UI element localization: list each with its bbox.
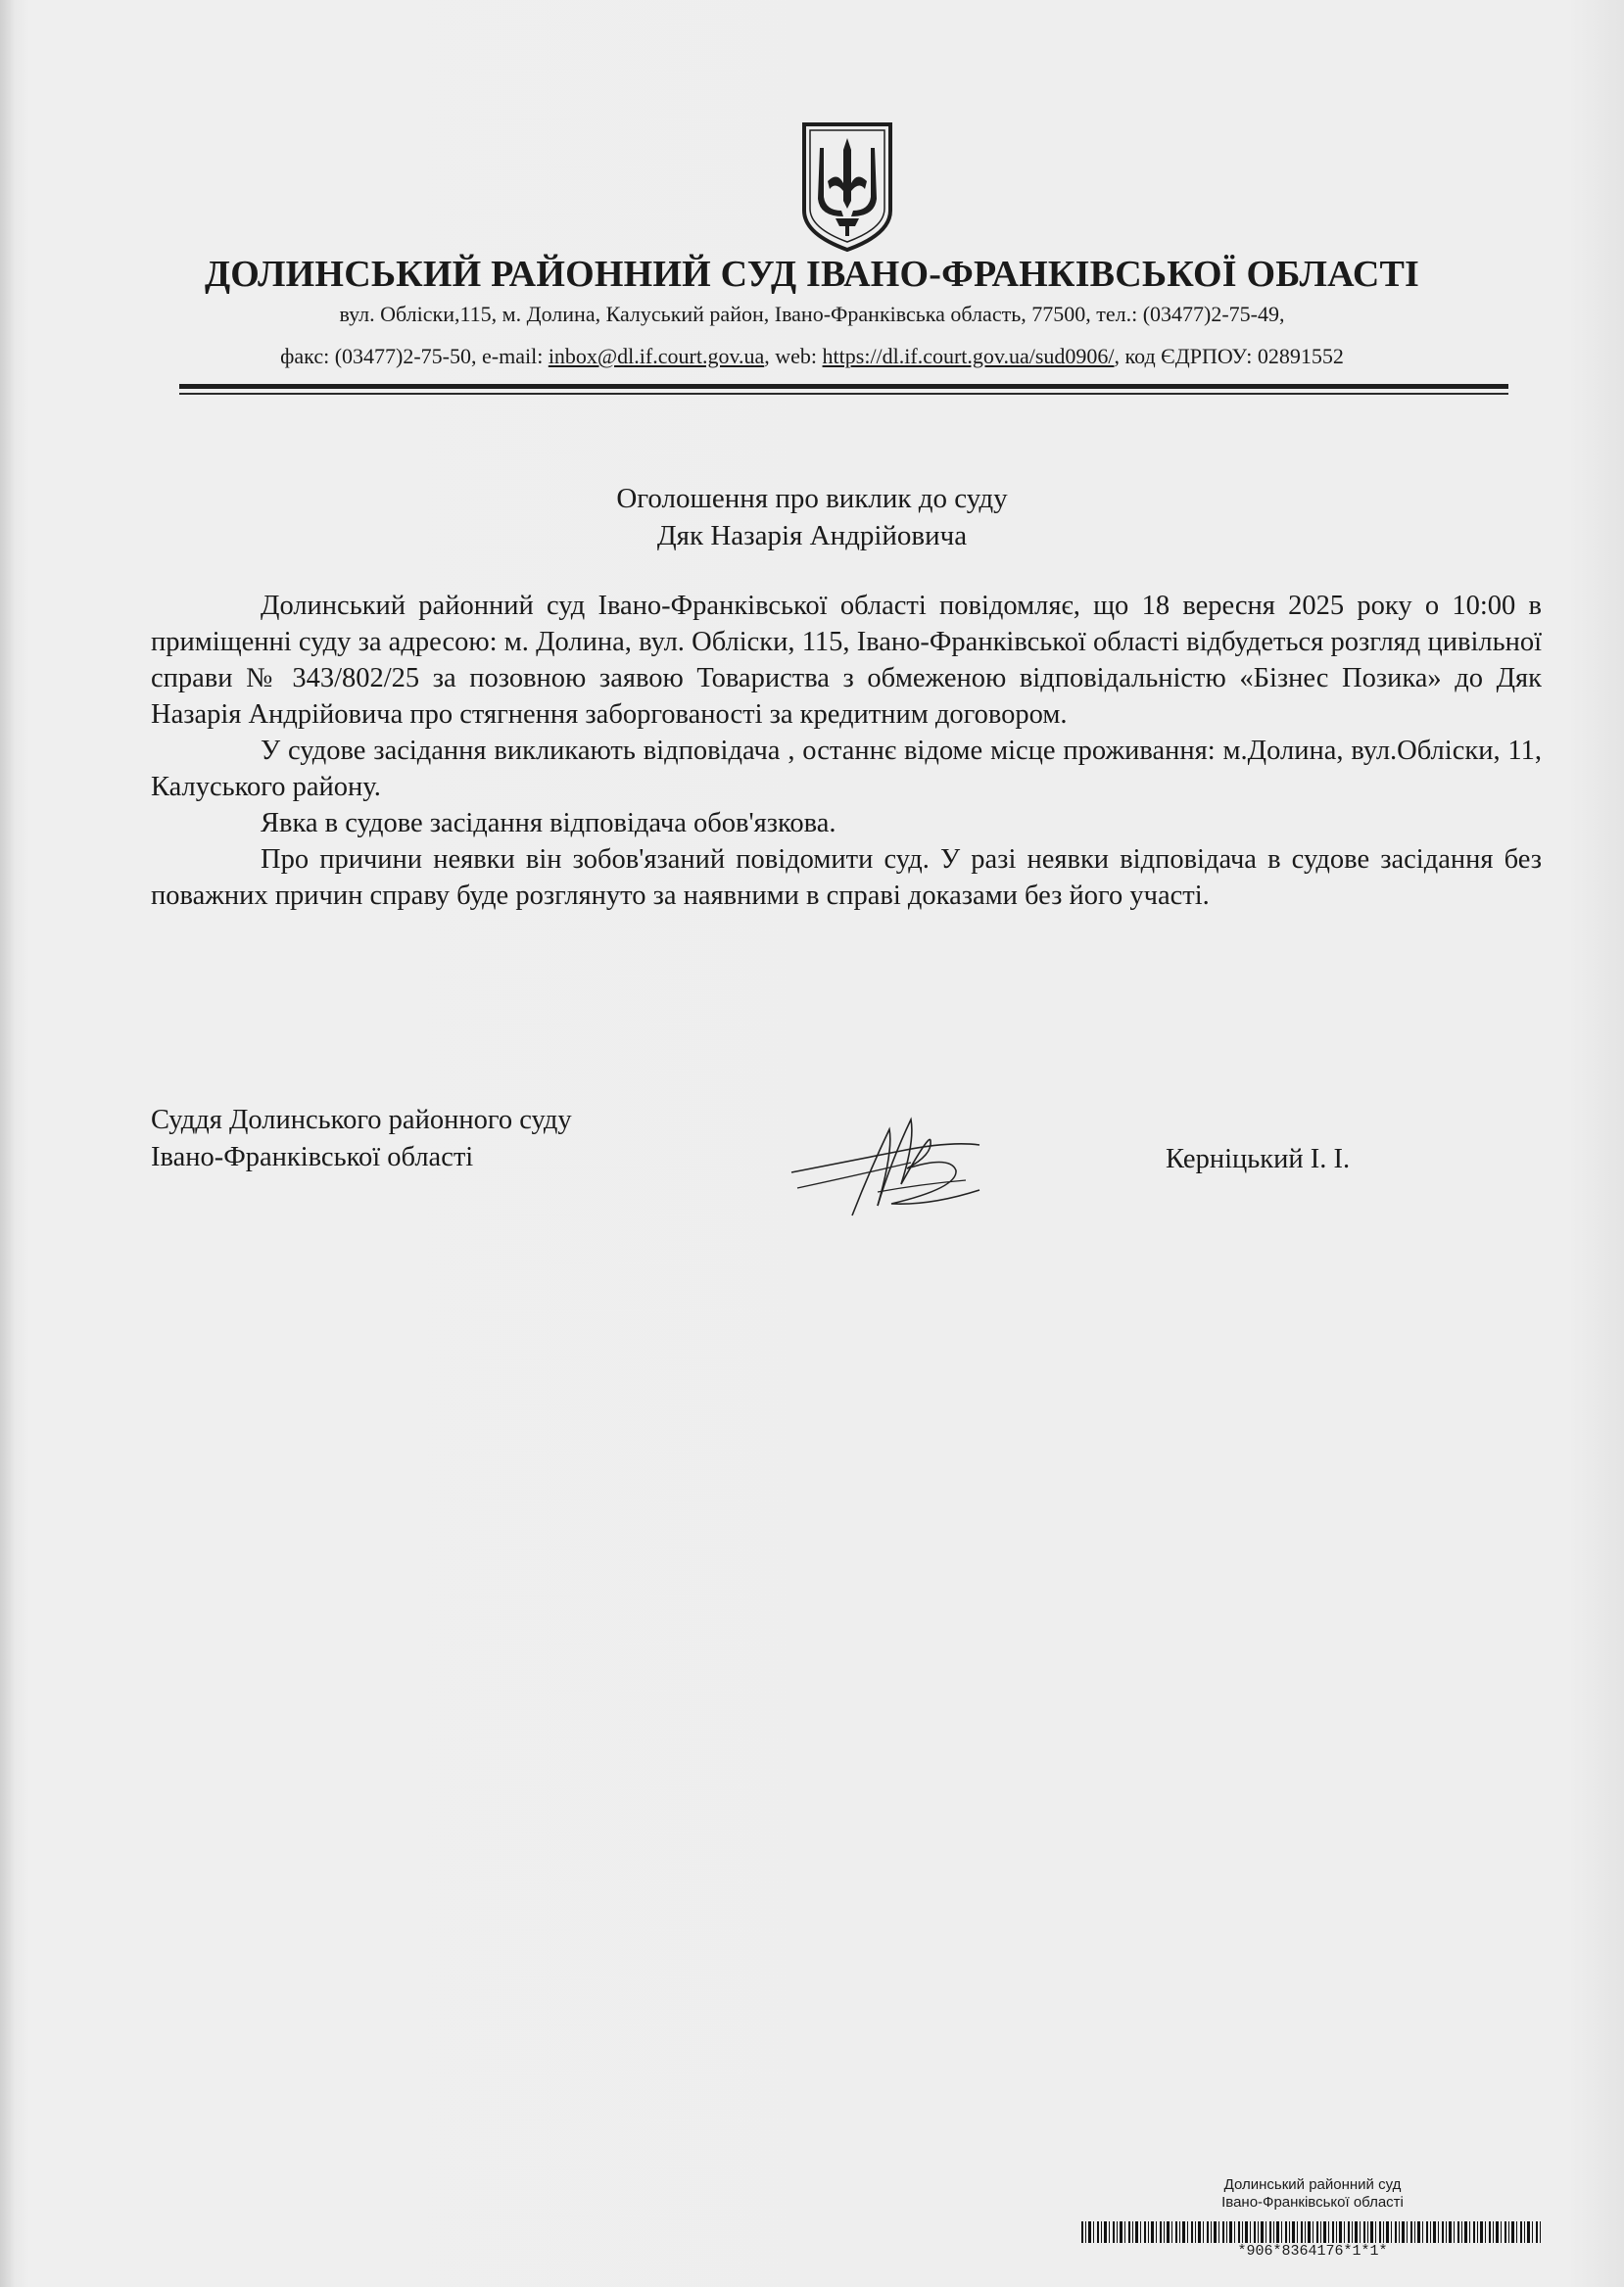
paragraph-summons: У судове засідання викликають відповідача , останнє відоме місце проживання: м.Долина, вул.Обліски, 11, Калуського району. (151, 736, 1542, 802)
court-name: ДОЛИНСЬКИЙ РАЙОННИЙ СУД ІВАНО-ФРАНКІВСЬКОЇ ОБЛАСТІ (204, 254, 1420, 295)
registry-stamp (1077, 2176, 1548, 2212)
header-divider-thin (179, 393, 1508, 395)
paragraph-absence: Про причини неявки він зобов'язаний повідомити суд. У разі неявки відповідача в судове засідання без поважних причин справу буде розглянуто за наявними в справі доказами без його участі. (151, 844, 1542, 911)
judge-position-line1: Суддя Долинського районного суду (151, 1105, 572, 1135)
judge-position-line2: Івано-Франківської області (151, 1142, 474, 1172)
coat-of-arms-icon (798, 120, 896, 254)
web-link[interactable]: https://dl.if.court.gov.ua/sud0906/ (822, 344, 1115, 368)
edrpou-code: , код ЄДРПОУ: 02891552 (1114, 344, 1344, 368)
judge-name: Керніцький І. І. (1166, 1144, 1351, 1174)
fax-label: факс: (03477)2-75-50, e-mail: (280, 344, 549, 368)
court-contacts (147, 344, 1477, 369)
header-divider-thick (179, 384, 1508, 389)
notice-body (151, 588, 1542, 914)
handwritten-signature (784, 1112, 1019, 1219)
web-label: , web: (764, 344, 823, 368)
email-link[interactable]: inbox@dl.if.court.gov.ua (548, 344, 765, 368)
scan-edge (0, 0, 14, 2287)
paragraph-hearing: Долинський районний суд Івано-Франківської області повідомляє, що 18 вересня 2025 року о 10:00 в приміщенні суду за адресою: м. Долина, вул. Обліски, 115, Івано-Франківської області відбудеться розгляд цивільної справи № 343/802/25 за позовною заявою Товариства з обмеженою відповідальністю «Бізнес Позика» до Дяк Назарія Андрійовича про стягнення заборгованості за кредитним договором. (151, 591, 1542, 730)
barcode (1081, 2221, 1542, 2243)
judge-position (151, 1102, 572, 1176)
notice-title: Оголошення про виклик до суду (616, 483, 1008, 514)
court-address: вул. Обліски,115, м. Долина, Калуський район, Івано-Франківська область, 77500, тел.: (03477)2-75-49, (339, 302, 1285, 326)
notice-subject: Дяк Назарія Андрійовича (656, 520, 968, 551)
paragraph-attendance: Явка в судове засідання відповідача обов'язкова. (261, 808, 836, 838)
stamp-line2: Івано-Франківської області (1221, 2194, 1404, 2211)
barcode-number: *906*8364176*1*1* (1237, 2243, 1388, 2260)
stamp-line1: Долинський районний суд (1223, 2176, 1402, 2193)
